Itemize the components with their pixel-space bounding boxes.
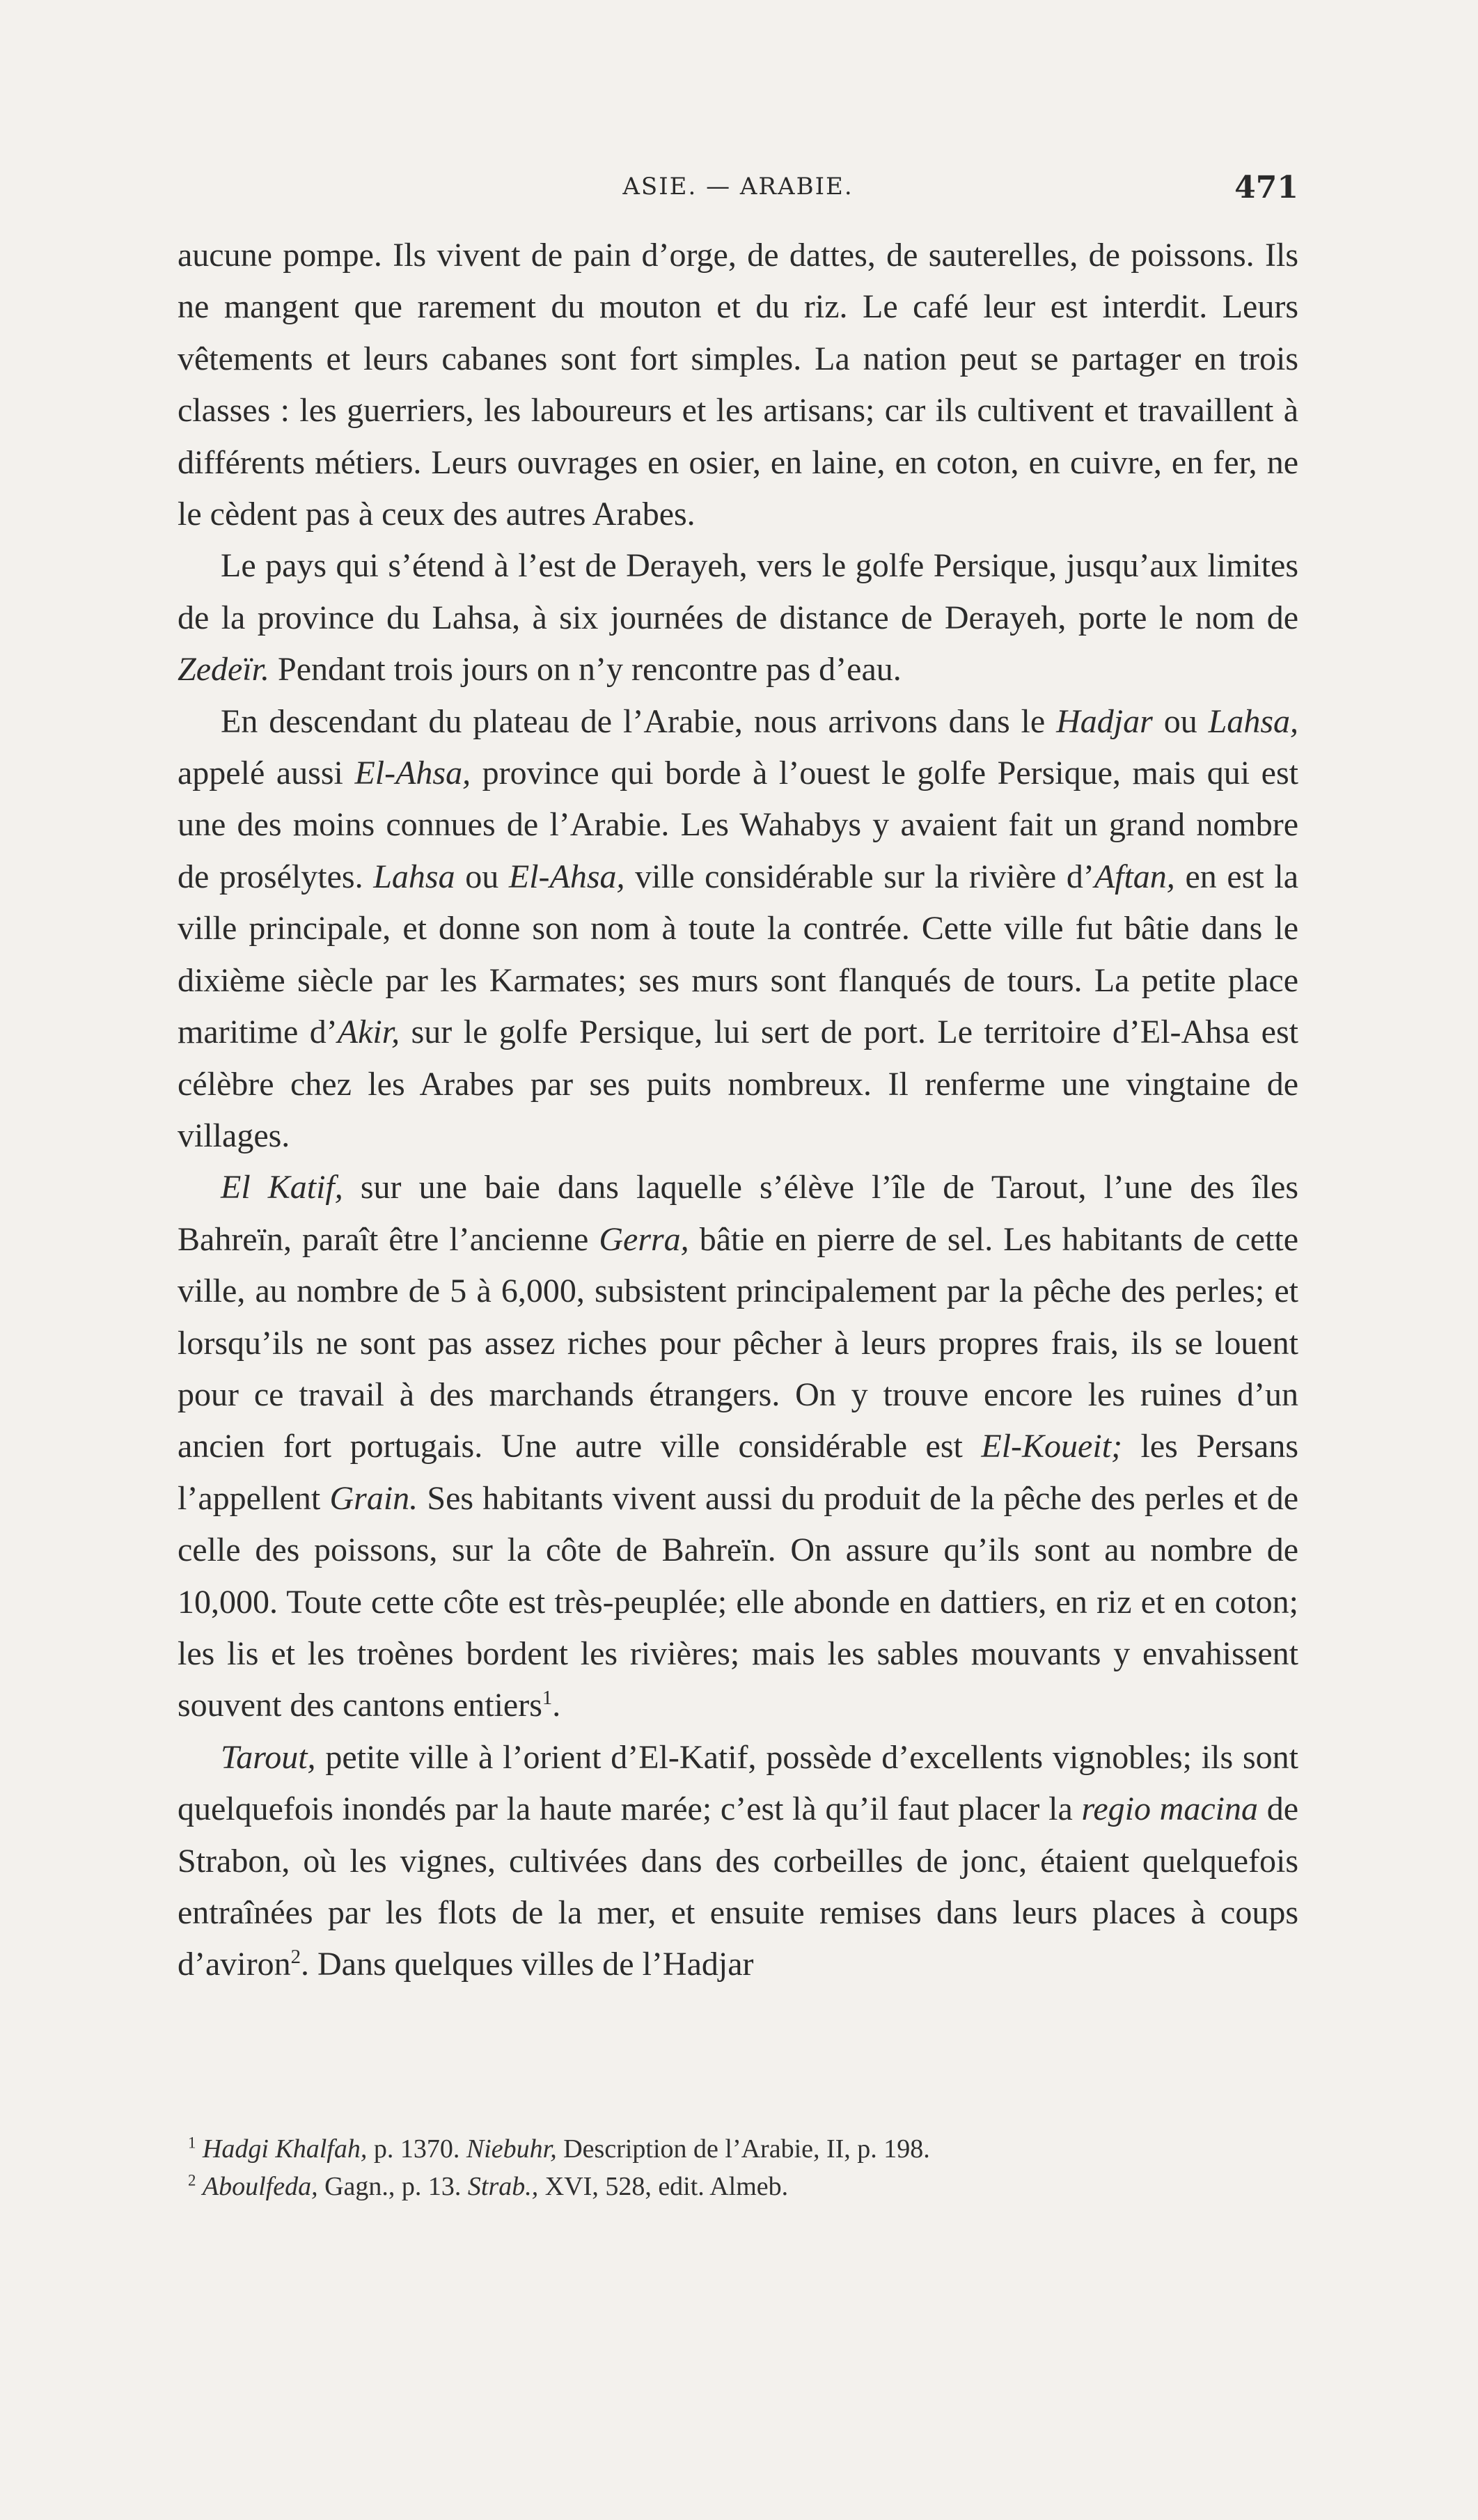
text-run: En descendant du plateau de l’Arabie, nous arrivons dans le [221,702,1057,740]
footnote-mark: 1 [188,2134,196,2152]
text-run: petite ville à l’orient d’El-Katif, possède d’excellents vignobles; ils sont quelquefois inondés par la haute marée; c’est là qu’il faut placer la [178,1738,1298,1828]
footnote-ref-2: 2 [290,1946,301,1969]
footnote-1 [188,2130,1295,2168]
footnote-author: Niebuhr, [466,2134,557,2164]
phrase-regio-macina: regio macina [1081,1790,1258,1828]
place-name-grain: Grain. [329,1479,418,1517]
paragraph-3 [178,696,1298,1163]
text-run: ville considérable sur la rivière d’ [624,858,1094,895]
place-name-el-katif: El Katif, [221,1169,343,1206]
paragraph-5 [178,1732,1298,1991]
text-run: Ses habitants vivent aussi du produit de la pêche des perles et de celle des poissons, sur la côte de Bahreïn. On assure qu’ils sont au nombre de 10,000. Toute cette côte est très-peuplée; elle abonde en dattiers, en riz et en coton; les lis et les troènes bordent les rivières; mais les sables mouvants y envahissent souvent des cantons entiers [178,1479,1298,1724]
paragraph-1-text: aucune pompe. Ils vivent de pain d’orge, de dattes, de sauterelles, de poissons. Ils ne mangent que rarement du mouton et du riz. Le café leur est interdit. Leurs vêtements et leurs cabanes sont fort simples. La nation peut se partager en trois classes : les guerriers, les laboureurs et les artisans; car ils cultivent et travaillent à différents métiers. Leurs ouvrages en osier, en laine, en coton, en cuivre, en fer, ne le cèdent pas à ceux des autres Arabes. [178,237,1298,533]
place-name-tarout: Tarout, [221,1738,316,1776]
footnote-author: Hadgi Khalfah, [202,2134,368,2164]
footnote-2 [188,2168,1295,2205]
footnote-author: Aboulfeda, [202,2172,318,2201]
footnote-mark: 2 [188,2171,196,2189]
text-run: sur le golfe Persique, lui sert de port. Le territoire d’El-Ahsa est célèbre chez les Arabes par ses puits nombreux. Il renferme une vingtaine de villages. [178,1014,1298,1154]
text-run: Le pays qui s’étend à l’est de Derayeh, vers le golfe Persique, jusqu’aux limites de la province du Lahsa, à six journées de distance de Derayeh, porte le nom de [178,547,1298,636]
text-run: ou [455,858,509,895]
body-text [178,230,1298,1991]
text-run: Description de l’Arabie, II, p. 198. [556,2134,930,2164]
footnotes [188,2130,1295,2205]
paragraph-1 [178,230,1298,540]
place-name-el-ahsa-city: El-Ahsa, [508,858,625,895]
text-run: les Persans l’appellent [178,1428,1299,1517]
place-name-el-ahsa: El-Ahsa, [354,755,471,792]
place-name-lahsa-city: Lahsa [373,858,455,895]
page-header [178,170,1298,214]
text-run: Pendant trois jours on n’y rencontre pas d’eau. [269,651,902,688]
text-run: XVI, 528, edit. Almeb. [538,2172,789,2201]
text-run: province qui borde à l’ouest le golfe Persique, mais qui est une des moins connues de l’Arabie. Les Wahabys y avaient fait un grand nombre de prosélytes. [178,755,1298,895]
paragraph-2 [178,540,1298,695]
place-name-lahsa: Lahsa, [1208,702,1299,740]
text-run: sur une baie dans laquelle s’élève l’île de Tarout, l’une des îles Bahreïn, paraît être l’ancienne [178,1169,1299,1258]
text-run: appelé aussi [178,755,355,792]
text-run: bâtie en pierre de sel. Les habitants de cette ville, au nombre de 5 à 6,000, subsistent principalement par la pêche des perles; et lorsqu’ils ne sont pas assez riches pour pêcher à leurs propres frais, ils se louent pour ce travail à des marchands étrangers. On y trouve encore les ruines d’un ancien fort portugais. Une autre ville considérable est [178,1220,1299,1465]
running-title: ASIE. — ARABIE. [622,173,854,200]
river-name-aftan: Aftan, [1094,858,1175,895]
footnote-author: Strab., [467,2172,539,2201]
text-run: p. 1370. [367,2134,466,2164]
text-run: de Strabon, où les vignes, cultivées dans des corbeilles de jonc, étaient quelquefois entraînées par les flots de la mer, et ensuite remises dans leurs places à coups d’aviron [178,1790,1298,1983]
place-name-akir: Akir, [337,1014,400,1051]
text-run: en est la ville principale, et donne son nom à toute la contrée. Cette ville fut bâtie dans le dixième siècle par les Karmates; ses murs sont flanqués de tours. La petite place maritime d’ [178,858,1299,1051]
paragraph-4 [178,1162,1298,1731]
footnote-ref-1: 1 [542,1687,553,1710]
text-run: Gagn., p. 13. [317,2172,468,2201]
place-name-hadjar: Hadjar [1056,702,1153,740]
text-run: . Dans quelques villes de l’Hadjar [301,1946,754,1983]
text-run: . [552,1687,561,1724]
place-name-el-koueit: El-Koueit; [981,1428,1123,1465]
page-number: 471 [1234,170,1298,205]
text-run: ou [1152,702,1209,740]
place-name-gerra: Gerra, [599,1220,689,1258]
place-name-zedeir: Zedeïr. [178,651,269,688]
